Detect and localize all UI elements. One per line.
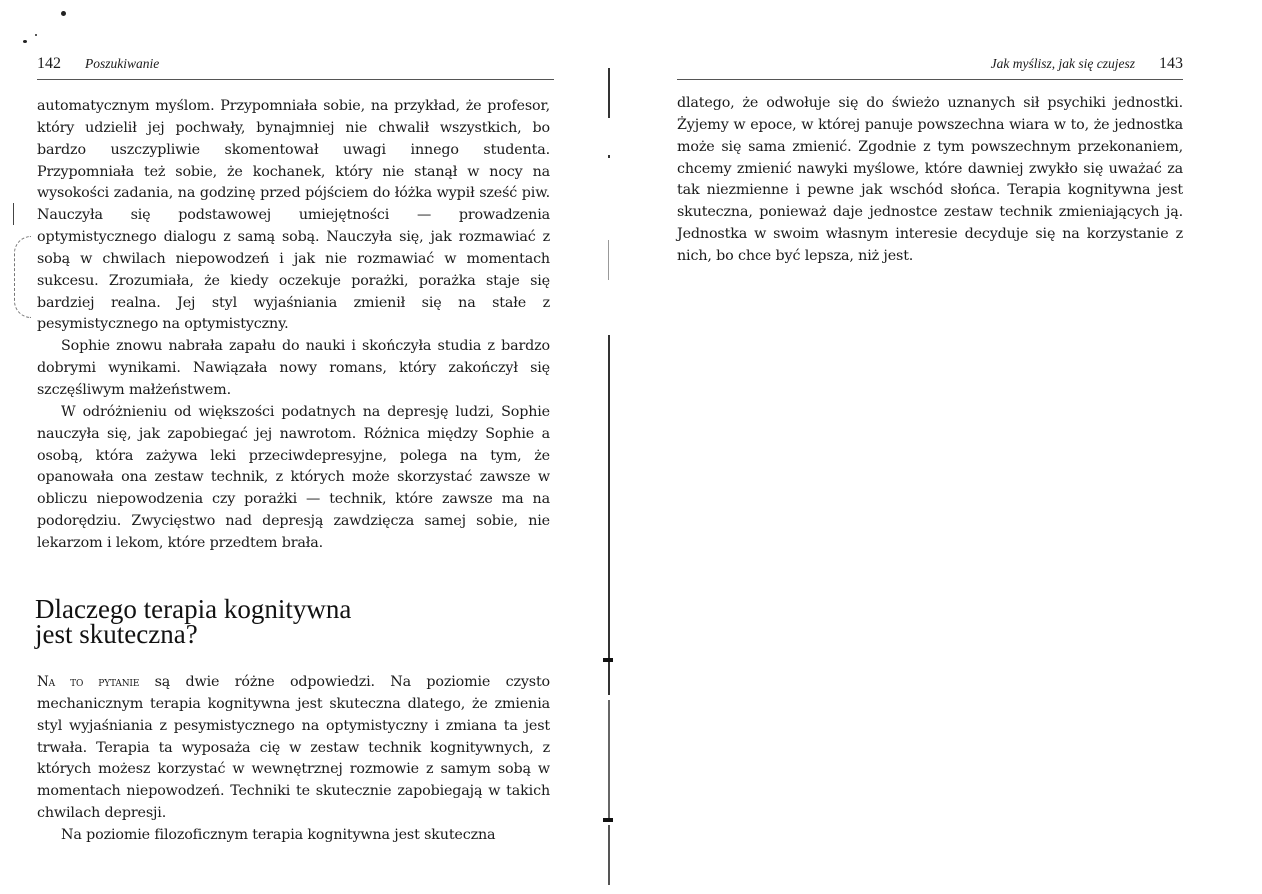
right-page — [620, 0, 1262, 894]
header-rule — [677, 79, 1183, 80]
running-head-right — [677, 55, 1183, 77]
page-number: 143 — [1159, 55, 1183, 72]
section-heading — [35, 594, 455, 649]
paragraph: automatycznym myślom. Przypomniała sobie, na przykład, że profesor, który udzielił jej pochwały, bynajmniej nie chwalił wszystkich, bo bardzo uszczypliwie skomentował uwagi innego studenta. Przypomniała też sobie, że kochanek, który nie stanął w nocy na wysokości zadania, na godzinę przed pójściem do łóżka wypił sześć piw. Nauczyła się podstawowej umiejętności — prowadzenia optymistycznego dialogu z samą sobą. Nauczyła się, jak rozmawiać z sobą w chwilach niepowodzeń i jak nie rozmawiać w momentach sukcesu. Zrozumiała, że kiedy oczekuje porażki, porażka staje się bardziej realna. Jej styl wyjaśniania zmienił się na stałe z pesymistycznego na optymistyczny. — [37, 98, 550, 333]
section-heading-line: Dlaczego terapia kognitywna — [35, 594, 352, 624]
paragraph — [37, 672, 550, 825]
running-head-title: Jak myślisz, jak się czujesz — [990, 56, 1135, 71]
body-text — [37, 672, 550, 847]
left-page — [0, 0, 600, 894]
page-number: 142 — [37, 55, 61, 72]
paragraph-text: są dwie różne odpowiedzi. Na poziomie czysto mechanicznym terapia kognitywna jest skuteczna dlatego, że zmienia styl wyjaśniania z pesymistycznego na optymistyczny i zmiana ta jest trwała. Terapia ta wyposaża cię w zestaw technik kognitywnych, z których możesz korzystać w wewnętrznej rozmowie z samym sobą w momentach niepowodzeń. Techniki te skutecznie zapobiegają w takich chwilach depresji. — [37, 674, 550, 822]
paragraph: dlatego, że odwołuje się do świeżo uznanych sił psychiki jednostki. Żyjemy w epoce, w której panuje powszechna wiara w to, że jednostka może się sama zmienić. Zgodnie z tym powszechnym przekonaniem, chcemy zmienić nawyki myślowe, które dawniej zwykło się uważać za tak niezmienne i pewne jak wschód słońca. Terapia kognitywna jest skuteczna, ponieważ daje jednostce zestaw technik zmieniających ją. Jednostka w swoim własnym interesie decyduje się na korzystanie z nich, bo chce być lepsza, niż jest. — [677, 95, 1183, 264]
paragraph: W odróżnieniu od większości podatnych na depresję ludzi, Sophie nauczyła się, jak zapobiegać jej nawrotom. Różnica między Sophie a osobą, która zażywa leki przeciwdepresyjne, polega na tym, że opanowała ona zestaw technik, z których może skorzystać zawsze w obliczu niepowodzenia czy porażki — technik, które zawsze ma na podorędziu. Zwycięstwo nad depresją zawdzięcza samej sobie, nie lekarzom i lekom, które przedtem brała. — [37, 403, 550, 551]
body-text — [677, 93, 1183, 268]
book-gutter — [607, 10, 611, 890]
running-head-left — [37, 55, 554, 77]
header-rule — [37, 79, 554, 80]
lead-in-smallcaps: Na to pytanie — [37, 674, 140, 690]
body-text — [37, 96, 550, 555]
paragraph: Sophie znowu nabrała zapału do nauki i skończyła studia z bardzo dobrymi wynikami. Nawiązała nowy romans, który zakończył się szczęśliwym małżeństwem. — [37, 338, 550, 398]
paragraph: Na poziomie filozoficznym terapia kognitywna jest skuteczna — [61, 826, 496, 843]
section-heading-line: jest skuteczna? — [35, 619, 198, 649]
running-head-title: Poszukiwanie — [85, 56, 160, 71]
